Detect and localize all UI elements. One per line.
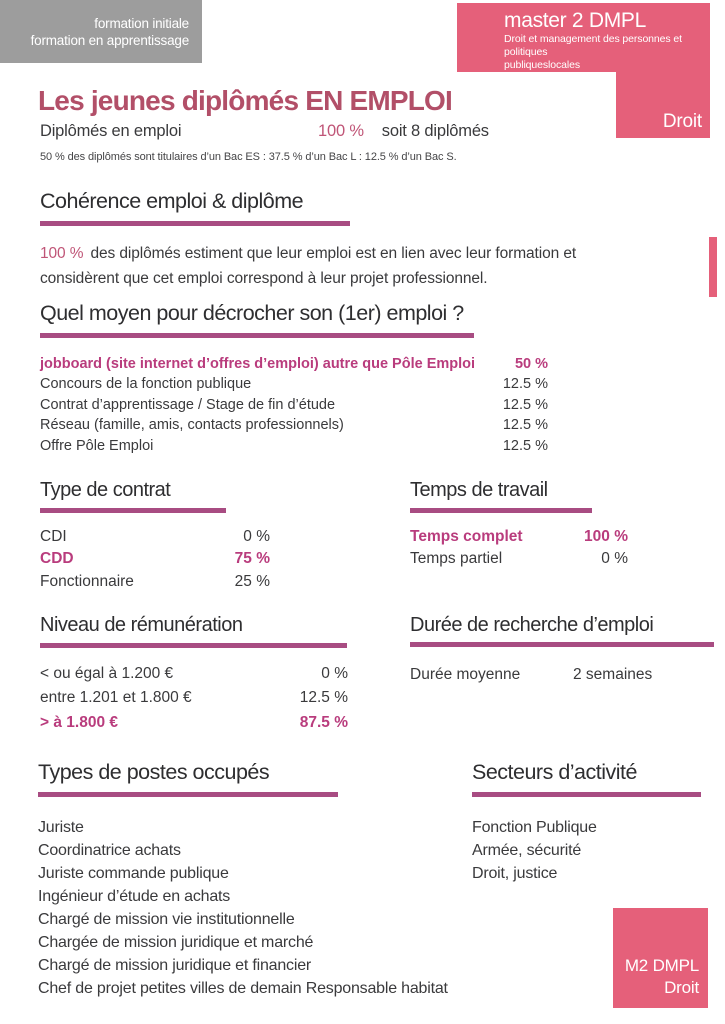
stat-value: 100 % <box>584 527 628 545</box>
heading-underline <box>40 508 226 513</box>
stat-value: 12.5 % <box>299 689 348 706</box>
heading-underline <box>410 642 714 647</box>
coherence-heading: Cohérence emploi & diplôme <box>40 189 304 213</box>
stat-row <box>40 415 548 436</box>
footer-badge <box>613 908 708 1008</box>
postes-list <box>38 816 448 1000</box>
stat-value: 0 % <box>321 664 348 682</box>
program-type-line1: formation initiale <box>94 15 189 31</box>
stat-row <box>40 571 270 594</box>
degree-badge <box>457 3 710 72</box>
stat-value: 75 % <box>234 550 270 567</box>
stat-value: 87.5 % <box>299 713 348 731</box>
moyen-heading: Quel moyen pour décrocher son (1er) emploi ? <box>40 301 464 325</box>
stat-label: Contrat d’apprentissage / Stage de fin d’étude <box>40 396 336 413</box>
contrat-heading: Type de contrat <box>40 479 171 501</box>
coherence-text-line2: considèrent que cet emploi correspond à leur projet professionnel. <box>40 269 488 287</box>
duree-label: Durée moyenne <box>410 665 521 683</box>
stat-row <box>40 374 548 395</box>
stat-row <box>40 395 548 416</box>
duree-value: 2 semaines <box>573 665 653 683</box>
accent-bar <box>709 237 717 297</box>
duree-heading: Durée de recherche d’emploi <box>410 614 654 636</box>
footer-badge-line2: Droit <box>664 978 699 997</box>
section-contrat <box>40 479 270 593</box>
stat-label: jobboard (site internet d’offres d’emploi) autre que Pôle Emploi <box>40 355 476 372</box>
footer-badge-line1: M2 DMPL <box>624 956 699 975</box>
heading-underline <box>38 792 338 797</box>
heading-underline <box>472 792 701 797</box>
stat-label: entre 1.201 et 1.800 € <box>40 689 192 706</box>
temps-heading: Temps de travail <box>410 479 548 501</box>
stat-value: 12.5 % <box>502 396 548 413</box>
stat-row <box>40 662 348 687</box>
stat-row <box>40 436 548 457</box>
stat-row <box>40 354 548 375</box>
list-item: Armée, sécurité <box>472 841 582 859</box>
section-moyen <box>40 301 548 456</box>
stat-label: Réseau (famille, amis, contacts professionnels) <box>40 417 344 433</box>
stat-label: CDD <box>40 550 74 567</box>
temps-rows <box>410 526 628 571</box>
section-postes <box>38 760 448 1000</box>
stat-value: 0 % <box>243 527 270 545</box>
degree-badge-subtitle-1: Droit et management des personnes et politiques <box>504 33 682 58</box>
coherence-paragraph <box>40 241 585 291</box>
field-badge-label: Droit <box>662 111 702 132</box>
employment-rate: 100 % <box>318 122 364 140</box>
stat-label: Fonctionnaire <box>40 572 134 590</box>
stat-value: 50 % <box>514 355 548 372</box>
section-coherence <box>40 189 585 291</box>
stat-row <box>40 526 270 549</box>
secteurs-heading: Secteurs d’activité <box>472 760 637 784</box>
stat-value: 12.5 % <box>502 376 548 392</box>
stat-row <box>410 548 628 571</box>
degree-badge-title: master 2 DMPL <box>504 9 646 32</box>
list-item: Droit, justice <box>472 864 558 882</box>
program-type-line2: formation en apprentissage <box>30 32 189 48</box>
list-item: Coordinatrice achats <box>38 841 181 859</box>
stat-value: 12.5 % <box>502 417 548 433</box>
coherence-rate: 100 % <box>40 244 84 262</box>
heading-underline <box>40 221 350 226</box>
bac-note: 50 % des diplômés sont titulaires d’un Bac ES : 37.5 % d’un Bac L : 12.5 % d’un Bac S. <box>40 151 457 163</box>
field-badge <box>616 72 710 138</box>
stat-row <box>40 711 348 736</box>
stat-label: CDI <box>40 527 67 545</box>
list-item: Juriste <box>38 818 84 836</box>
stat-value: 0 % <box>601 550 628 567</box>
stat-label: > à 1.800 € <box>40 713 118 731</box>
section-remuneration <box>40 614 348 735</box>
section-secteurs <box>472 760 701 885</box>
coherence-text-line1: des diplômés estiment que leur emploi est en lien avec leur formation et <box>90 244 577 262</box>
secteurs-list <box>472 816 701 885</box>
postes-heading: Types de postes occupés <box>38 760 270 784</box>
employment-label: Diplômés en emploi <box>40 122 182 140</box>
employment-summary <box>40 122 540 141</box>
list-item: Chargé de mission vie institutionnelle <box>38 910 295 928</box>
stat-label: Offre Pôle Emploi <box>40 437 154 454</box>
remuneration-rows <box>40 662 348 736</box>
heading-underline <box>40 333 474 338</box>
stat-label: < ou égal à 1.200 € <box>40 664 174 682</box>
remuneration-heading: Niveau de rémunération <box>40 614 243 636</box>
program-type-badge <box>0 0 202 63</box>
heading-underline <box>40 643 347 648</box>
list-item: Chargée de mission juridique et marché <box>38 933 314 951</box>
list-item: Fonction Publique <box>472 818 597 836</box>
list-item: Chef de projet petites villes de demain Responsable habitat <box>38 979 448 997</box>
moyen-rows <box>40 354 548 457</box>
stat-label: Temps complet <box>410 527 523 545</box>
stat-label: Temps partiel <box>410 550 503 567</box>
stat-row <box>40 686 348 711</box>
degree-badge-subtitle-2: publiqueslocales <box>504 59 581 71</box>
employment-detail: soit 8 diplômés <box>381 122 489 140</box>
page-title: Les jeunes diplômés EN EMPLOI <box>38 85 453 116</box>
section-temps <box>410 479 628 571</box>
list-item: Ingénieur d’étude en achats <box>38 887 231 905</box>
stat-row <box>410 526 628 549</box>
duree-row <box>410 666 714 684</box>
stat-value: 25 % <box>234 572 270 590</box>
contrat-rows <box>40 526 270 594</box>
heading-underline <box>410 508 592 513</box>
list-item: Juriste commande publique <box>38 864 229 882</box>
list-item: Chargé de mission juridique et financier <box>38 956 312 974</box>
stat-label: Concours de la fonction publique <box>40 376 252 392</box>
stat-value: 12.5 % <box>502 437 548 454</box>
stat-row <box>40 548 270 571</box>
section-duree <box>410 614 714 684</box>
